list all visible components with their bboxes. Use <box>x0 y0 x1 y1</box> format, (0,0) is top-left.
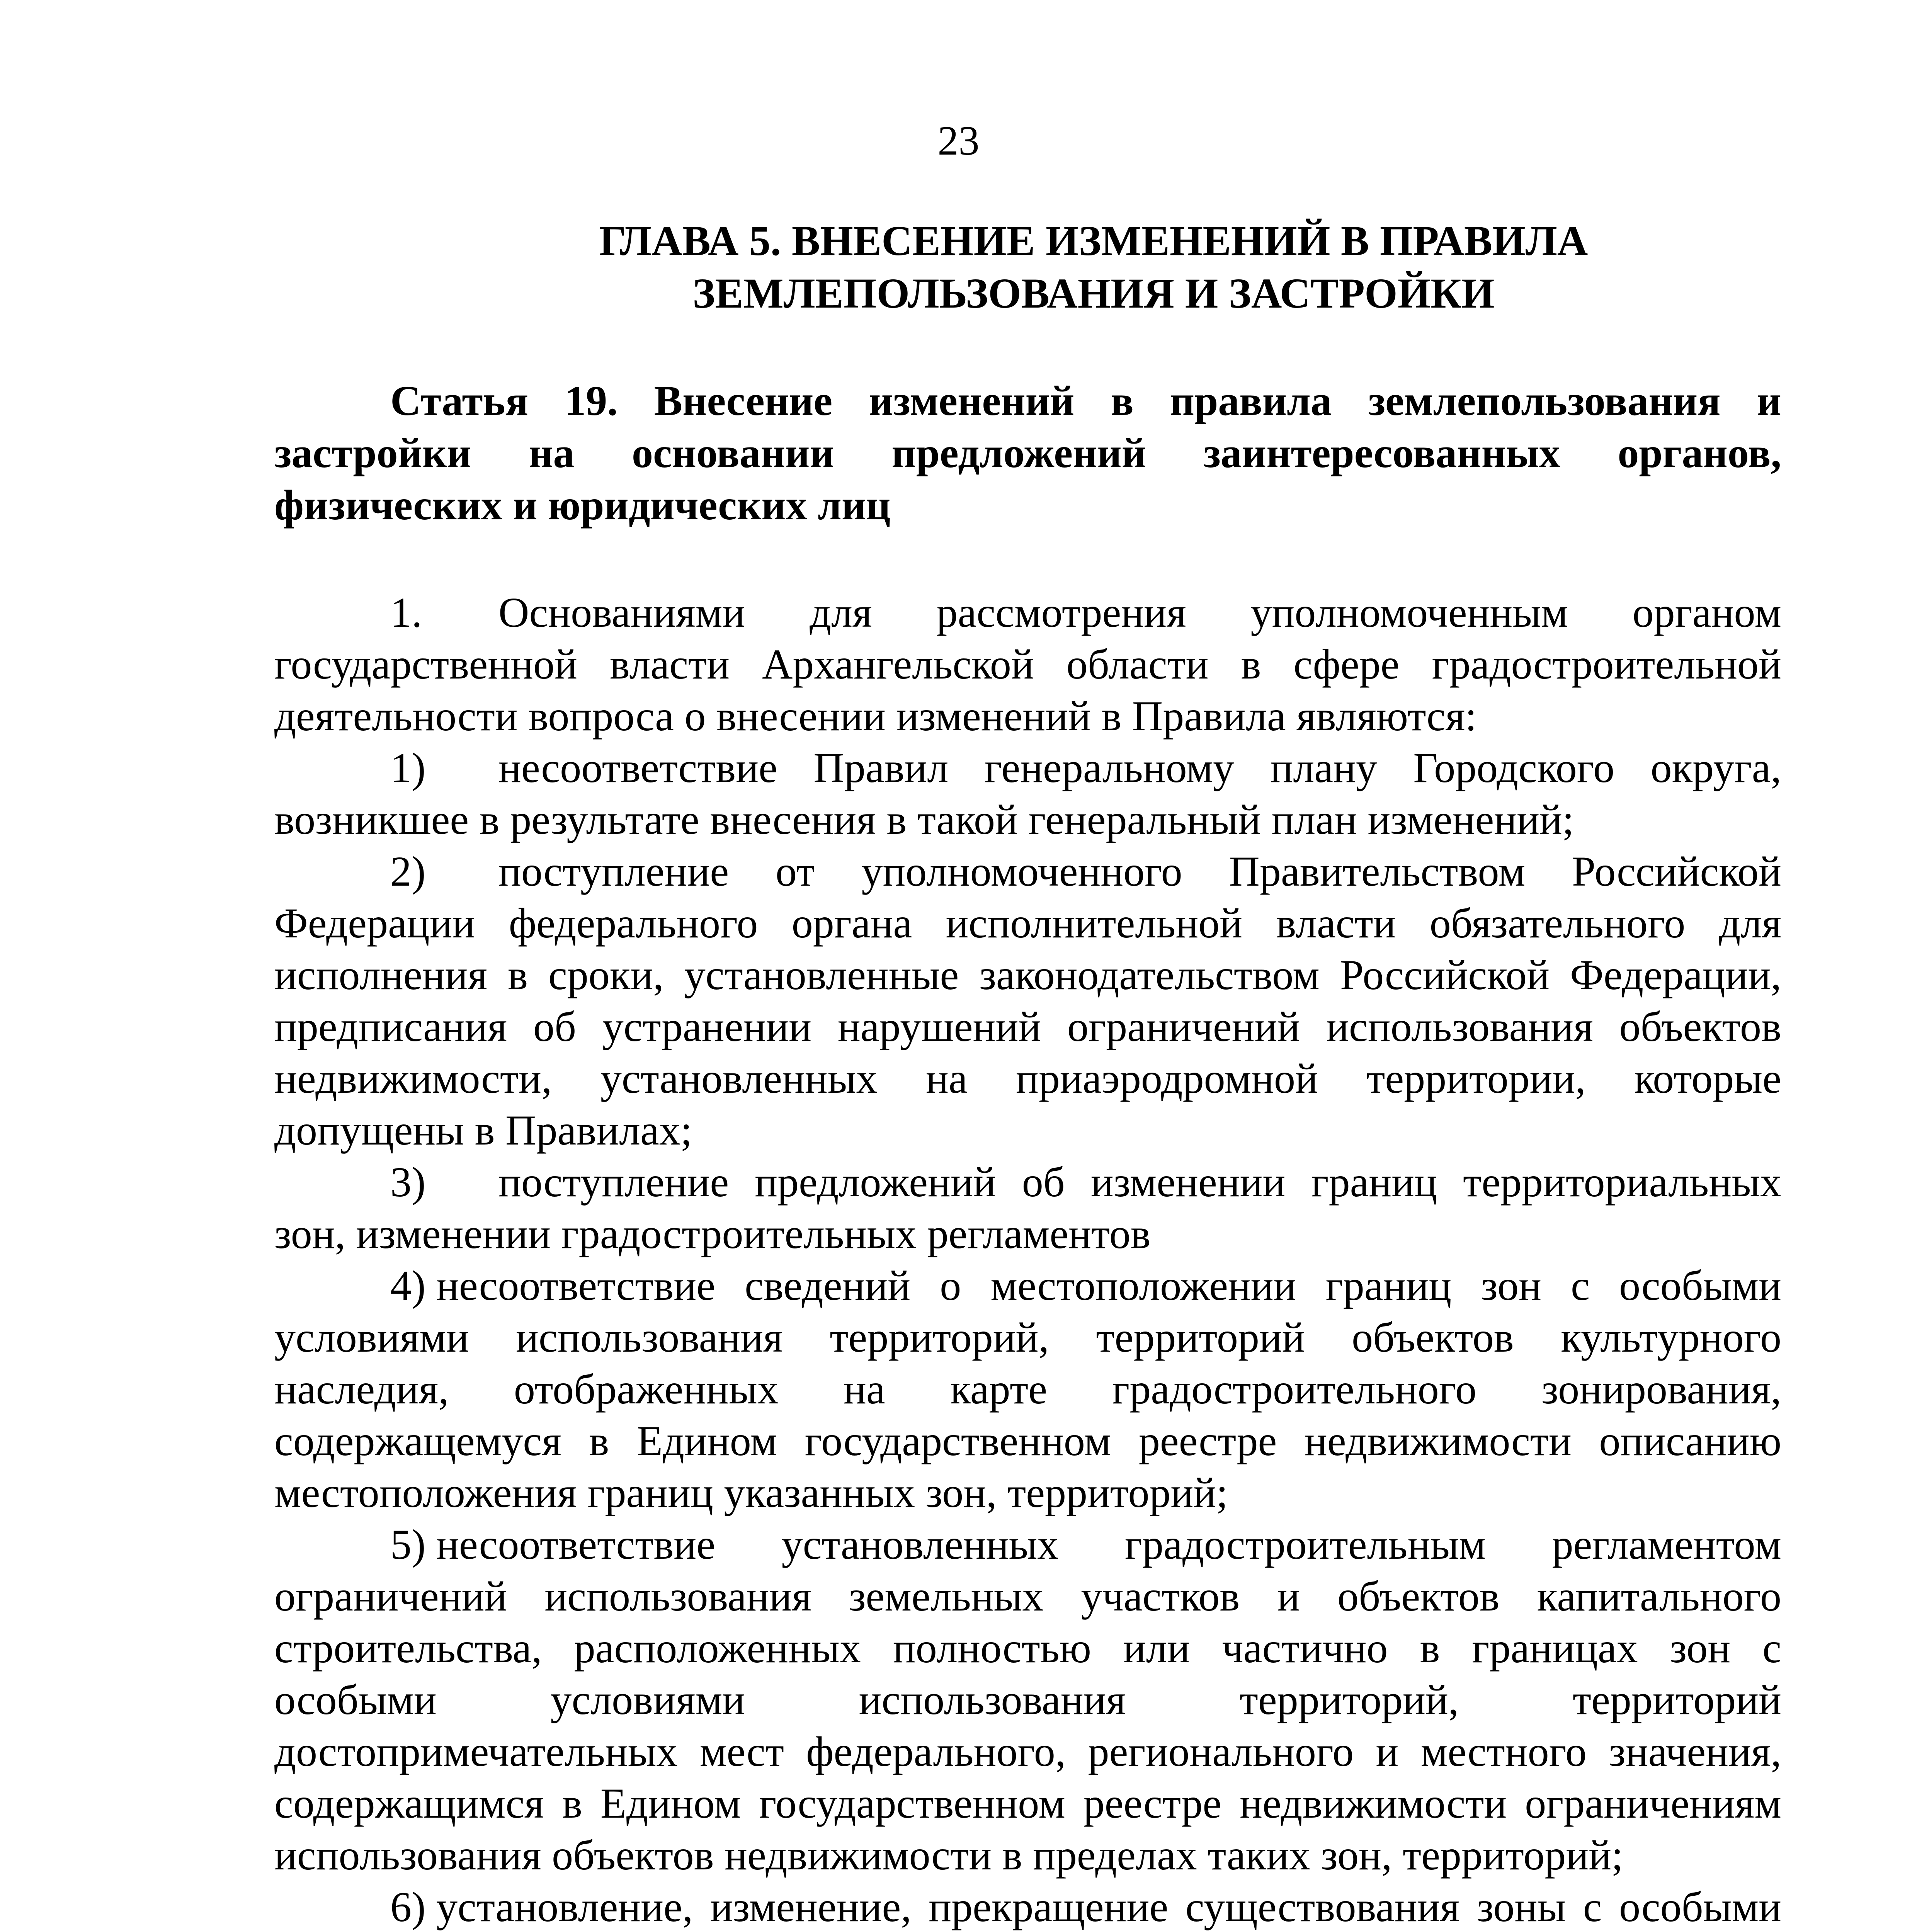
list-item-4 <box>274 1260 1781 1519</box>
list-item-text: несоответствие Правил генеральному плану Городского округа, возникшее в результате внесения в такой генеральный план изменений; <box>274 744 1781 843</box>
paragraph-1 <box>274 587 1781 742</box>
list-item-1 <box>274 742 1781 845</box>
list-item-text: поступление от уполномоченного Правительством Российской Федерации федерального органа исполнительной власти обязательного для исполнения в сроки, установленные законодательством Российской Федерации, предписания об устранении нарушений ограничений использования объектов недвижимости, установленных на приаэродромной территории, которые допущены в Правилах; <box>274 848 1781 1154</box>
paragraph-text: Основаниями для рассмотрения уполномоченным органом государственной власти Архангельской области в сфере градостроительной деятельности вопроса о внесении изменений в Правила являются: <box>274 589 1781 740</box>
list-item-number: 6) <box>390 1883 426 1930</box>
list-item-2 <box>274 845 1781 1156</box>
article-body <box>274 587 1781 1932</box>
list-item-6 <box>274 1881 1781 1932</box>
list-item-text: поступление предложений об изменении границ территориальных зон, изменении градостроительных регламентов <box>274 1158 1781 1257</box>
chapter-heading-line-2: ЗЕМЛЕПОЛЬЗОВАНИЯ И ЗАСТРОЙКИ <box>692 270 1495 317</box>
article-title: Статья 19. Внесение изменений в правила землепользования и застройки на основании предложений заинтересованных органов, физических и юридических лиц <box>274 377 1781 529</box>
list-item-5 <box>274 1519 1781 1881</box>
list-item-number: 5) <box>390 1521 426 1568</box>
list-item-text: несоответствие установленных градостроительным регламентом ограничений использования земельных участков и объектов капитального строительства, расположенных полностью или частично в границах зон с особыми условиями использования территорий, территорий достопримечательных мест федерального, регионального и местного значения, содержащимся в Едином государственном реестре недвижимости ограничениям использования объектов недвижимости в пределах таких зон, территорий; <box>274 1521 1781 1879</box>
list-item-number: 3) <box>390 1158 426 1206</box>
chapter-heading-line-1: ГЛАВА 5. ВНЕСЕНИЕ ИЗМЕНЕНИЙ В ПРАВИЛА <box>599 217 1588 264</box>
list-item-number: 4) <box>390 1262 426 1309</box>
page-number: 23 <box>937 118 980 164</box>
list-item-3 <box>274 1156 1781 1260</box>
list-item-number: 1) <box>390 744 426 791</box>
list-item-text: установление, изменение, прекращение существования зоны с особыми <box>436 1883 1781 1930</box>
paragraph-number: 1. <box>390 589 422 636</box>
list-item-number: 2) <box>390 848 426 895</box>
chapter-heading <box>464 214 1723 320</box>
list-item-text: несоответствие сведений о местоположении границ зон с особыми условиями использования территорий, территорий объектов культурного наследия, отображенных на карте градостроительного зонирования, содержащемуся в Едином государственном реестре недвижимости описанию местоположения границ указанных зон, территорий; <box>274 1262 1781 1516</box>
